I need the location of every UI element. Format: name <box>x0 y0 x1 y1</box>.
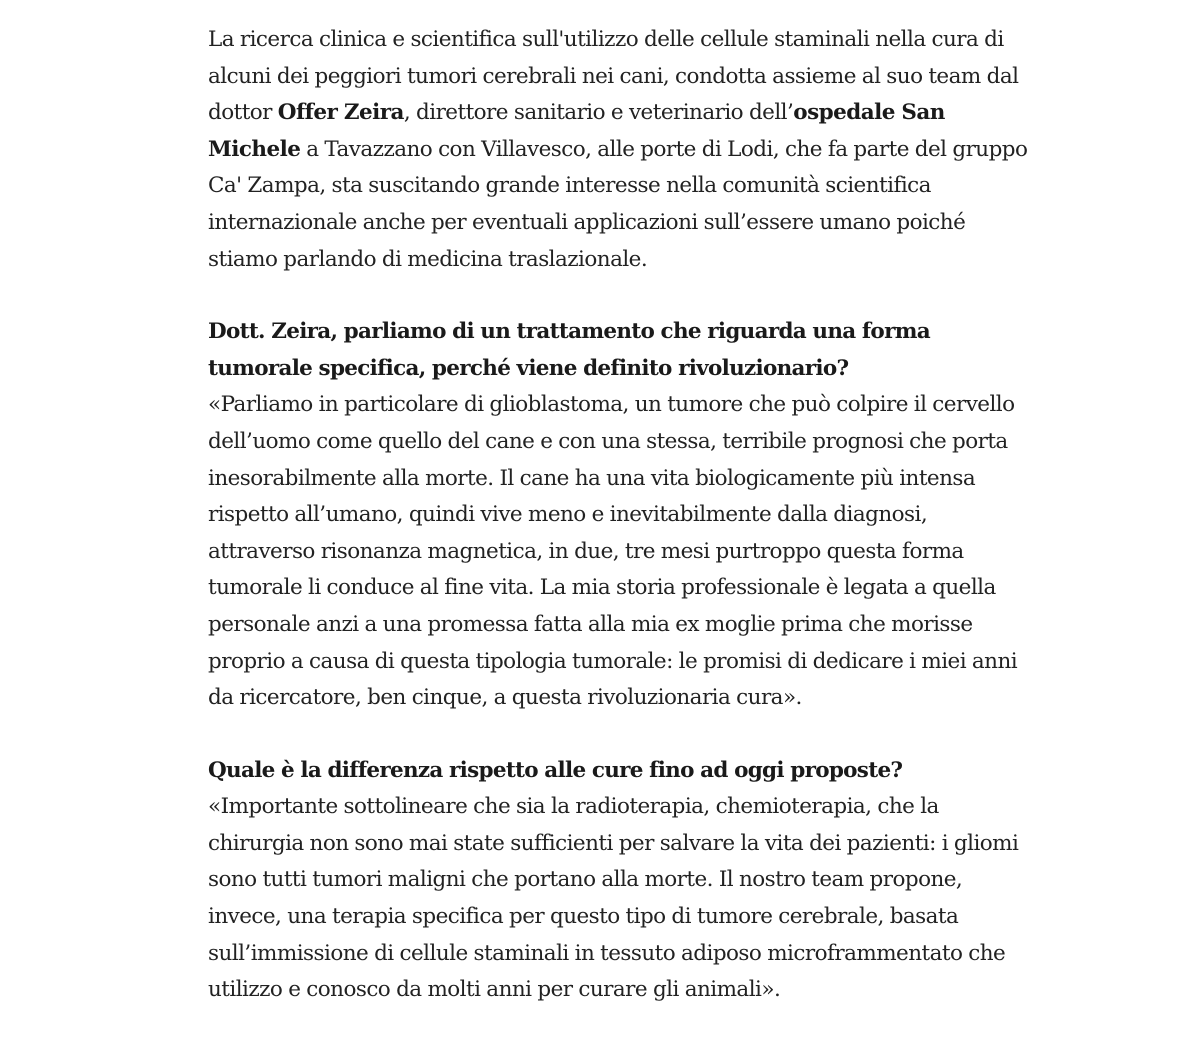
interview-answer: «Importante sottolineare che sia la radioterapia, chemioterapia, che la chirurgia non sono mai state sufficienti per salvare la vita dei pazienti: i gliomi sono tutti tumori maligni che portano alla morte. Il nostro team propone, invece, una terapia specifica per questo tipo di tumore cerebrale, basata sull’immissione di cellule staminali in tessuto adiposo microframmentato che utilizzo e conosco da molti anni per curare gli animali». <box>208 794 1019 1003</box>
article-body <box>208 22 1028 1009</box>
paragraph-spacer <box>208 717 1028 753</box>
interview-answer: «Parliamo in particolare di glioblastoma, un tumore che può colpire il cervello dell’uomo come quello del cane e con una stessa, terribile prognosi che porta inesorabilmente alla morte. Il cane ha una vita biologicamente più intensa rispetto all’umano, quindi vive meno e inevitabilmente dalla diagnosi, attraverso risonanza magnetica, in due, tre mesi purtroppo questa forma tumorale li conduce al fine vita. La mia storia professionale è legata a quella personale anzi a una promessa fatta alla mia ex moglie prima che morisse proprio a causa di questa tipologia tumorale: le promisi di dedicare i miei anni da ricercatore, ben cinque, a questa rivoluzionaria cura». <box>208 392 1018 711</box>
intro-text-1: La ricerca clinica e scientifica sull'utilizzo delle cellule staminali nella cura di alcuni dei peggiori tumori cerebrali nei cani, condotta assieme al suo team dal dottor <box>208 27 1019 126</box>
intro-paragraph <box>208 22 1028 278</box>
intro-text-3: a Tavazzano con Villavesco, alle porte di Lodi, che fa parte del gruppo Ca' Zampa, sta suscitando grande interesse nella comunità scientifica internazionale anche per eventuali applicazioni sull’essere umano poiché stiamo parlando di medicina traslazionale. <box>208 136 1028 272</box>
doctor-name: Offer Zeira <box>277 100 404 126</box>
interview-question: Dott. Zeira, parliamo di un trattamento che riguarda una forma tumorale specifica, perché viene definito rivoluzionario? <box>208 319 930 381</box>
paragraph-spacer <box>208 278 1028 314</box>
intro-text-2: , direttore sanitario e veterinario dell’ <box>403 100 794 126</box>
hospital-name: ospedale San Michele <box>208 100 945 162</box>
interview-question: Quale è la differenza rispetto alle cure fino ad oggi proposte? <box>208 757 903 783</box>
